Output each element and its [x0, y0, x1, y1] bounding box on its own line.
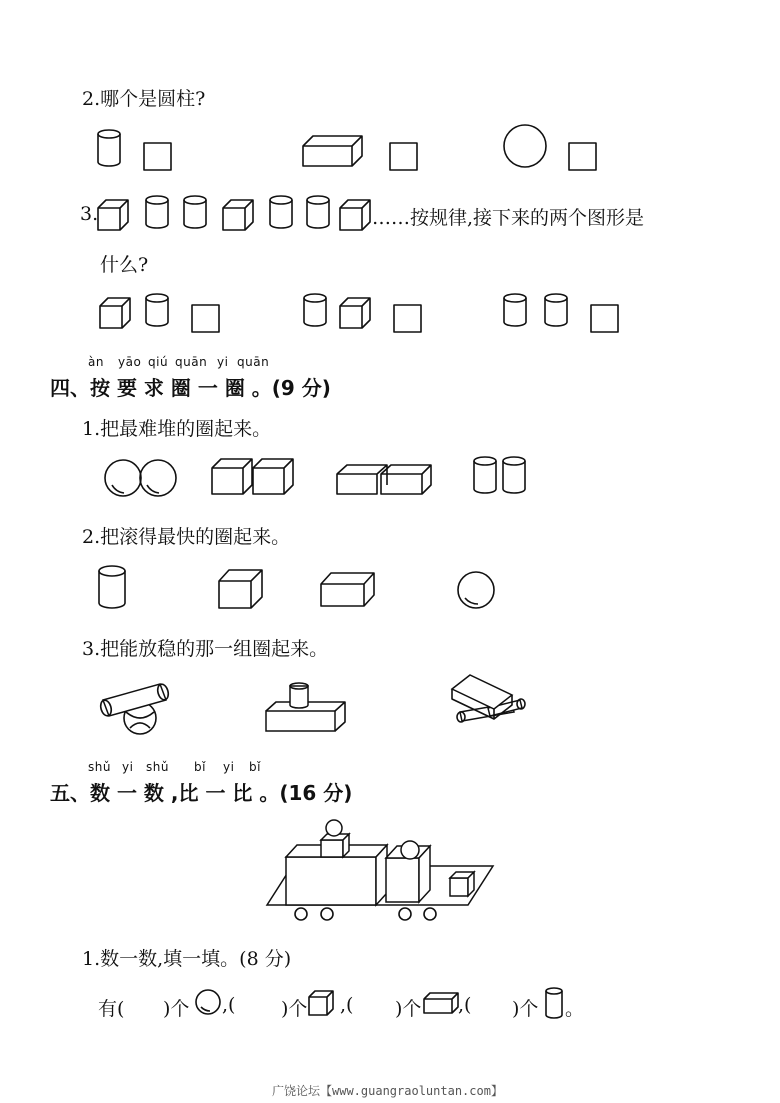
pinyin-yao: yāo	[118, 355, 142, 369]
pinyin-bi: bǐ	[194, 760, 206, 774]
option2-cylinder-icon	[304, 294, 326, 326]
s4q2-sphere-icon[interactable]	[458, 572, 494, 608]
pattern-cube-icon-3	[340, 200, 370, 230]
train-figure	[267, 820, 493, 920]
s4-q2-prompt: 2.把滚得最快的圈起来。	[82, 526, 291, 548]
fill-sphere-icon	[196, 990, 220, 1014]
q2-sphere-icon	[504, 125, 546, 167]
pinyin-quan: quān	[175, 355, 208, 369]
s4q2-cube-icon[interactable]	[219, 570, 262, 608]
q3-answer-box-2[interactable]	[394, 305, 421, 332]
s4q1-group-cubes[interactable]	[212, 459, 293, 494]
q3-option-1	[100, 294, 168, 328]
section4-title: 四、按 要 求 圈 一 圈 。(9 分)	[50, 376, 331, 400]
pinyin-qiu: qiú	[148, 355, 169, 369]
fill-part-5: ,(	[340, 994, 354, 1016]
pattern-cylinder-icon-3	[270, 196, 292, 228]
pinyin-quan-2: quān	[237, 355, 270, 369]
s4q2-cylinder-icon[interactable]	[99, 566, 125, 608]
s4q1-group-cuboids[interactable]	[337, 465, 431, 494]
q3-prompt-number: 3.	[80, 203, 99, 225]
q2-answer-box-2[interactable]	[390, 143, 417, 170]
q3-option-2	[304, 294, 370, 328]
fill-cube-icon	[309, 991, 333, 1015]
option2-cube-icon	[340, 298, 370, 328]
pattern-cylinder-icon-4	[307, 196, 329, 228]
q2-cuboid-icon	[303, 136, 362, 166]
pattern-cube-icon-2	[223, 200, 253, 230]
pattern-cylinder-icon-1	[146, 196, 168, 228]
s4q3-group-cuboid-on-cylinders[interactable]	[452, 675, 525, 722]
fill-part-8: )个	[512, 998, 539, 1020]
q3-answer-box-1[interactable]	[192, 305, 219, 332]
s5-q1-prompt: 1.数一数,填一填。(8 分)	[82, 948, 292, 970]
pinyin-yi-6: yi	[223, 760, 235, 774]
q2-cylinder-icon	[98, 130, 120, 166]
fill-part-3: ,(	[222, 994, 236, 1016]
q3-pattern	[98, 196, 370, 230]
sphere-icon	[140, 460, 176, 496]
option3-cylinder-icon-2	[545, 294, 567, 326]
fill-part-2: )个	[163, 998, 190, 1020]
s4-q3-prompt: 3.把能放稳的那一组圈起来。	[82, 638, 329, 660]
s4q1-group-spheres[interactable]	[105, 460, 176, 496]
pinyin-yi-5: yi	[122, 760, 134, 774]
q3-answer-box-3[interactable]	[591, 305, 618, 332]
s4q2-cuboid-icon[interactable]	[321, 573, 374, 606]
fill-part-4: )个	[281, 998, 308, 1020]
fill-cylinder-icon	[546, 988, 562, 1018]
fill-cuboid-icon	[424, 993, 458, 1013]
pattern-cylinder-icon-2	[184, 196, 206, 228]
pattern-cube-icon-1	[98, 200, 128, 230]
q3-prompt-text: ……按规律,接下来的两个图形是	[372, 207, 645, 229]
s4-q1-prompt: 1.把最难堆的圈起来。	[82, 418, 272, 440]
fill-part-7: ,(	[458, 994, 472, 1016]
q2-prompt: 2.哪个是圆柱?	[82, 88, 206, 110]
option3-cylinder-icon-1	[504, 294, 526, 326]
s4q3-group-cylinder-on-ball[interactable]	[99, 683, 170, 734]
fill-part-1: 有(	[98, 998, 125, 1020]
q2-answer-box-3[interactable]	[569, 143, 596, 170]
fill-part-9: 。	[565, 998, 585, 1020]
s4q3-group-cylinder-on-cuboid[interactable]	[266, 683, 345, 731]
pinyin-bi-2: bǐ	[249, 760, 261, 774]
section5-title: 五、数 一 数 ,比 一 比 。(16 分)	[50, 781, 353, 805]
option1-cube-icon	[100, 298, 130, 328]
fill-part-6: )个	[395, 998, 422, 1020]
q2-answer-box-1[interactable]	[144, 143, 171, 170]
option1-cylinder-icon	[146, 294, 168, 326]
q3-prompt-line2: 什么?	[100, 254, 149, 276]
sphere-icon	[105, 460, 141, 496]
footer-text: 广饶论坛【www.guangraoluntan.com】	[272, 1084, 503, 1098]
pinyin-shu: shǔ	[88, 760, 111, 774]
pinyin-shu-2: shǔ	[146, 760, 169, 774]
q3-option-3	[504, 294, 567, 326]
pinyin-an: àn	[88, 355, 104, 369]
pinyin-yi: yi	[217, 355, 229, 369]
s4q1-group-cylinders[interactable]	[474, 457, 525, 493]
